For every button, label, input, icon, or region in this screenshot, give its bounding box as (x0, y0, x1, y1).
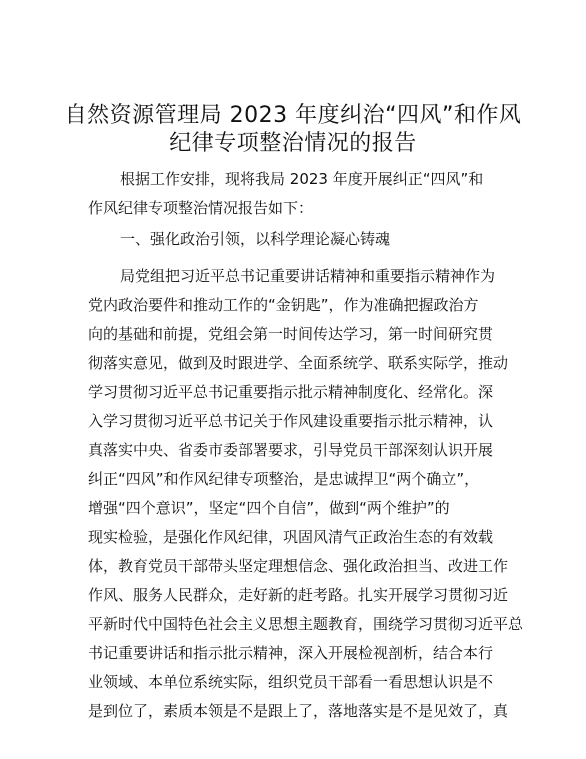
body-line: 彻落实意见，做到及时跟进学、全面系统学、联系实际学，推动 (88, 354, 509, 372)
body-line: 入学习贯彻习近平总书记关于作风建设重要指示批示精神，认 (88, 412, 494, 430)
body-line: 平新时代中国特色社会主义思想主题教育，围绕学习贯彻习近平总 (88, 615, 524, 633)
body-line: 体，教育党员干部带头坚定理想信念、强化政治担当、改进工作 (88, 557, 509, 575)
body-line: 纠正“四风”和作风纪律专项整治，是忠诚捍卫“两个确立”， (88, 470, 480, 488)
body-paragraph (88, 262, 524, 726)
body-line: 真落实中央、省委市委部署要求，引导党员干部深刻认识开展 (88, 441, 494, 459)
body-line: 作风、服务人民群众，走好新的赶考路。扎实开展学习贯彻习近 (88, 586, 509, 604)
section-heading-block (88, 225, 508, 254)
body-line: 书记重要讲话和指示批示精神，深入开展检视剖析，结合本行 (88, 644, 494, 662)
intro-line: 根据工作安排，现将我局 2023 年度开展纠正“四风”和 (120, 170, 484, 188)
intro-paragraph (88, 165, 508, 223)
body-line: 现实检验，是强化作风纪律，巩固风清气正政治生态的有效载 (88, 528, 494, 546)
body-line: 是到位了，素质本领是不是跟上了，落地落实是不是见效了，真 (88, 702, 509, 720)
section-heading: 一、强化政治引领，以科学理论凝心铸魂 (120, 230, 391, 248)
document-title-line-2: 纪律专项整治情况的报告 (169, 131, 417, 156)
body-line: 学习贯彻习近平总书记重要指示批示精神制度化、经常化。深 (88, 383, 494, 401)
body-line: 局党组把习近平总书记重要讲话精神和重要指示精神作为 (120, 267, 496, 285)
body-line: 增强“四个意识”，坚定“四个自信”，做到“两个维护”的 (88, 499, 450, 517)
document-title-line-1: 自然资源管理局 2023 年度纠治“四风”和作风 (64, 103, 522, 128)
body-line: 党内政治要件和推动工作的“金钥匙”，作为准确把握政治方 (88, 296, 479, 314)
intro-line: 作风纪律专项整治情况报告如下： (88, 199, 314, 217)
body-line: 向的基础和前提，党组会第一时间传达学习，第一时间研究贯 (88, 325, 494, 343)
body-line: 业领域、本单位系统实际，组织党员干部看一看思想认识是不 (88, 673, 494, 691)
